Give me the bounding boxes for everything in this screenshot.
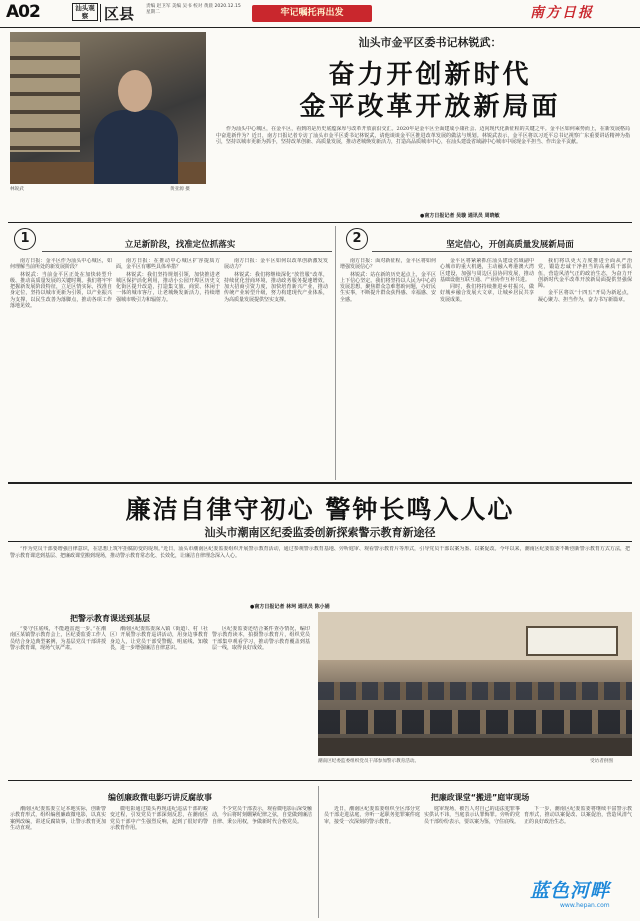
section-divider xyxy=(8,222,632,223)
page-number: A02 xyxy=(6,2,40,22)
article2-headline: 廉洁自律守初心 警钟长鸣入人心 xyxy=(125,495,515,524)
article1-column xyxy=(340,258,436,478)
photo-person-body xyxy=(94,110,178,184)
article1-column xyxy=(10,258,112,478)
column-divider xyxy=(335,226,336,480)
section-name: 区县 xyxy=(104,5,135,23)
article2-lead-text: “作为党员干部要增强自律意识，在思想上筑牢拒腐防变的堤坝。”近日，汕头市潮南区纪委监委组织开展警示教育活动，通过参观警示教育基地、旁听庭审、观看警示教育片等形式，引导党员干部以案为鉴、以案促改。今年以来，潮南区纪委监委不断创新警示教育方式方法，把警示教育课送到基层、把廉政课堂搬到现场，推动警示教育常态化、长效化，让廉洁自律理念深入人心。 xyxy=(10,546,630,559)
article2-column xyxy=(424,806,520,918)
newspaper-logo: 南方日报 xyxy=(530,5,594,21)
paragraph: 南方日报：在推动中心城区扩容提质方面，金平区有哪些具体举措？ xyxy=(116,258,220,271)
paragraph: 林锐武：我们将继续深化“放管服”改革，持续优化营商环境，推动政务服务提速增效，加大招商引资力度，加快培育新兴产业，推动传统产业转型升级，努力构建现代产业体系，为高质量发展提供坚实支撑。 xyxy=(224,271,328,303)
paragraph: 林锐武：我们坚持规划引领，加快推进老城区保护活化利用，推动小公园开埠区历史文化街区提升改造，打造集文旅、商贸、休闲于一体的城市客厅，让老城焕发新活力，持续增强城市吸引力和辐射力。 xyxy=(116,271,220,303)
article2-subheadline: 汕头市潮南区纪委监委创新探索警示教育新途径 xyxy=(204,526,436,539)
photo-bookshelf xyxy=(10,42,80,152)
edition-tag: 汕头观察 xyxy=(72,3,98,21)
editor-credits: 责编 赵卫军 美编 吴书 校对 黄晨 2020.12.15 星期二 xyxy=(146,4,241,16)
article1-lead-text: 作为汕头中心城区，在金平区，看到的是历史底蕴深厚与改革开放前沿交汇。2020年是金平区全面建成小康社会、迈向现代化新征程的关键之年。金平区如何乘势而上，在新发展格局中奋进新作为？近日，南方日报记者专访了汕头市金平区委书记林锐武，请他谈谈金平区推进改革发展的做法与规划。林锐武表示，金平区将以习近平总书记视察广东重要讲话精神为指引，坚持以城市更新为抓手，坚持改革创新、高质量发展，推动老城焕发新活力，打造高品质城市中心，在汕头建设省域副中心城市中展现金平担当、作出金平贡献。 xyxy=(216,126,630,146)
paragraph: 潮南区纪委监委立足本地实际，创新警示教育形式，组织编创廉政微电影，以真实案例改编，讲述反腐故事，让警示教育更加生动直观。 xyxy=(10,806,106,831)
article1-column xyxy=(538,258,632,478)
article2-section-title: 编创廉政微电影巧讲反腐故事 xyxy=(108,793,212,802)
photo-caption: 林锐武 xyxy=(10,187,24,192)
paragraph: 近日，潮南区纪委监委组织全区部分党员干部走进法庭，旁听一起职务犯罪案件庭审，接受一次深刻的警示教育。 xyxy=(324,806,420,825)
paragraph: 林锐武：当前金平区正处在加快转型升级、推动高质量发展的关键时期。我们将牢牢把握新发展阶段特征，立足区情实际，找准自身定位，坚持以城市更新为引领，以产业振兴为支撑，以民生改善为落脚点，推动各项工作落地见效。 xyxy=(10,271,112,310)
article2-byline: ●南方日报记者 林珂 通讯员 陈小娟 xyxy=(250,604,330,610)
paragraph: “要守住底线，不能越雷池一步。”在潮南区某镇警示教育会上，区纪委监委工作人员结合身边典型案例，为基层党员干部讲授警示教育课，现场气氛严肃。 xyxy=(10,626,106,651)
article1-column xyxy=(440,258,534,478)
paragraph: 同时，我们将持续推进乡村振兴，做好城乡融合发展大文章，让城乡居民共享发展成果。 xyxy=(440,284,534,303)
article2-column xyxy=(110,806,208,918)
article2-column xyxy=(10,626,106,778)
site-watermark: 蓝色河畔 xyxy=(530,880,611,902)
article1-headline-line1: 奋力开创新时代 xyxy=(328,60,532,90)
article2-column xyxy=(324,806,420,918)
article1-byline: ●南方日报记者 吴璇 通讯员 周晓敏 xyxy=(420,213,500,219)
paragraph: 潮南区纪委监委深入镇（街道）、村（社区）开展警示教育巡讲活动，用身边事教育身边人，让党员干部受警醒、明底线、知敬畏，进一步增强廉洁自律意识。 xyxy=(110,626,208,651)
paragraph: 南方日报：金平区如何以改革创新激发发展动力？ xyxy=(224,258,328,271)
headline-divider xyxy=(8,541,632,542)
paragraph: 金平区将紧紧抓住汕头建设省域副中心城市的重大机遇，主动融入粤港澳大湾区建设，加强与周边区县协同发展，推动基础设施互联互通、产业协作互补共进。 xyxy=(440,258,534,283)
section-number-1: 1 xyxy=(14,228,36,250)
paragraph: 区纪委监委还结合案件查办情况，编印警示教育读本，拍摄警示教育片，组织党员干部集中观看学习，推动警示教育覆盖到基层一线，取得良好成效。 xyxy=(212,626,310,651)
article2-section-title: 把警示教育课送到基层 xyxy=(70,614,150,623)
article2-column xyxy=(212,806,312,918)
paragraph: 微电影通过镜头再现违纪违法干部的蜕变过程，引发党员干部深刻反思，在潮南区党员干部中产生强烈反响，起到了很好的警示教育作用。 xyxy=(110,806,208,831)
paragraph: 南方日报：金平区作为汕头中心城区，如何理解当前所处的新发展阶段？ xyxy=(10,258,112,271)
paragraph: 我们将以更大力度推进全面从严治党，锻造忠诚干净担当的高素质干部队伍，营造风清气正的政治生态，为奋力开创新时代金平改革开放新局面提供坚强保障。 xyxy=(538,258,632,290)
paragraph: 不少党员干部表示，观看微电影后深受触动，今后将时刻绷紧纪律之弦，自觉做到廉洁自律、秉公用权，争做新时代合格党员。 xyxy=(212,806,312,825)
article2-column xyxy=(212,626,310,778)
article1-lead xyxy=(216,126,630,210)
photo-audience-row xyxy=(318,738,632,756)
site-watermark-url: www.hepan.com xyxy=(560,902,610,909)
portrait-photo xyxy=(10,32,206,184)
slogan-banner: 牢记嘱托再出发 xyxy=(252,5,372,22)
paragraph: 金平区将以“十四五”开局为新起点，凝心聚力、担当作为，奋力书写新篇章。 xyxy=(538,290,632,303)
meeting-photo xyxy=(318,612,632,756)
article2-column xyxy=(10,806,106,918)
section1-underline xyxy=(42,251,332,252)
section2-underline xyxy=(372,251,632,252)
article2-column xyxy=(110,626,208,778)
section2-title: 坚定信心，开创高质量发展新局面 xyxy=(446,240,574,250)
photo-caption: 潮南区纪委监委组织党员干部参加警示教育活动。 xyxy=(318,759,420,764)
paragraph: 林锐武：站在新的历史起点上，金平区上下信心坚定。我们将坚持以人民为中心的发展思想，聚焦群众急难愁盼问题，办好民生实事，不断提升群众获得感、幸福感、安全感。 xyxy=(340,271,436,303)
article2-lead xyxy=(10,546,630,600)
article1-column xyxy=(116,258,220,478)
photo-person-head xyxy=(118,70,152,112)
photo-audience-row xyxy=(318,682,632,700)
masthead-divider xyxy=(100,4,101,22)
section-number-2: 2 xyxy=(346,228,368,250)
photo-audience-row xyxy=(318,710,632,734)
article1-kicker: 汕头市金平区委书记林锐武： xyxy=(358,36,502,49)
photo-credit: 黄亚源 摄 xyxy=(170,187,190,192)
section-divider xyxy=(8,780,632,781)
photo-credit: 受访者供图 xyxy=(590,759,613,764)
section1-title: 立足新阶段，找准定位抓落实 xyxy=(124,240,236,250)
paragraph: 南方日报：面对新征程，金平区将如何增强发展信心？ xyxy=(340,258,436,271)
article2-section-title: 把廉政课堂“搬进”庭审现场 xyxy=(430,793,530,802)
paragraph: 庭审现场，被告人对自己的违法犯罪事实供认不讳，当庭表示认罪悔罪。旁听的党员干部纷纷表示，要以案为鉴，守住底线。 xyxy=(424,806,520,825)
photo-screen xyxy=(526,626,618,656)
article1-headline-line2: 金平改革开放新局面 xyxy=(299,92,561,122)
column-divider xyxy=(318,786,319,918)
paragraph: 下一步，潮南区纪委监委将继续丰富警示教育形式，推动以案促改、以案促治，营造风清气正的良好政治生态。 xyxy=(524,806,632,825)
article2-column xyxy=(524,806,632,880)
article1-column xyxy=(224,258,328,478)
article-divider xyxy=(8,482,632,484)
